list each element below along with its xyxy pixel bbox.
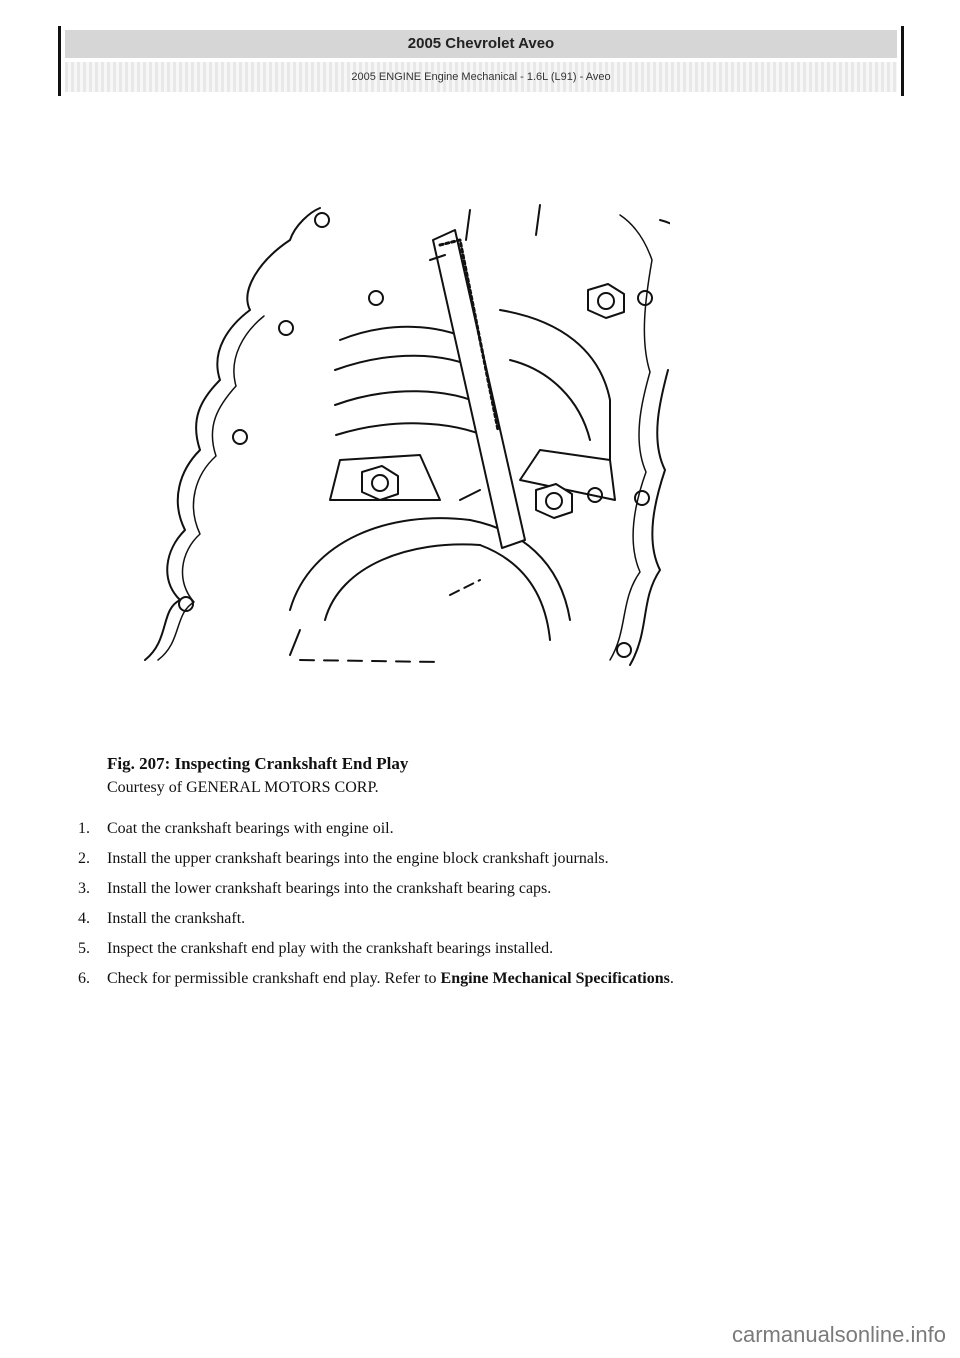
procedure-step [78,848,858,870]
step-number: 5. [78,940,90,957]
step-text-tail: . [669,970,674,987]
watermark: carmanualsonline.info [731,1322,946,1347]
step-number: 6. [78,970,90,987]
specifications-reference: Engine Mechanical Specifications [440,970,670,987]
step-text: Inspect the crankshaft end play with the crankshaft bearings installed. [107,940,554,957]
crankshaft-end-play-illustration [140,200,670,675]
step-number: 2. [78,850,90,867]
procedure-step [78,908,858,930]
figure-credit: Courtesy of GENERAL MOTORS CORP. [107,779,379,796]
procedure-step [78,968,858,990]
document-title: 2005 Chevrolet Aveo [65,30,897,58]
step-number: 3. [78,880,90,897]
procedure-steps [78,818,858,998]
document-subtitle: 2005 ENGINE Engine Mechanical - 1.6L (L91) - Aveo [65,62,897,92]
page-header [58,26,904,96]
procedure-step [78,878,858,900]
step-text: Install the upper crankshaft bearings into the engine block crankshaft journals. [107,850,609,867]
step-number: 1. [78,820,90,837]
step-text: Coat the crankshaft bearings with engine oil. [107,820,394,837]
figure-title: Fig. 207: Inspecting Crankshaft End Play [107,754,409,773]
figure-caption [107,752,408,800]
step-text: Install the lower crankshaft bearings into the crankshaft bearing caps. [107,880,552,897]
step-number: 4. [78,910,90,927]
step-text: Check for permissible crankshaft end play. Refer to [107,970,441,987]
procedure-step [78,938,858,960]
step-text: Install the crankshaft. [107,910,246,927]
procedure-step [78,818,858,840]
